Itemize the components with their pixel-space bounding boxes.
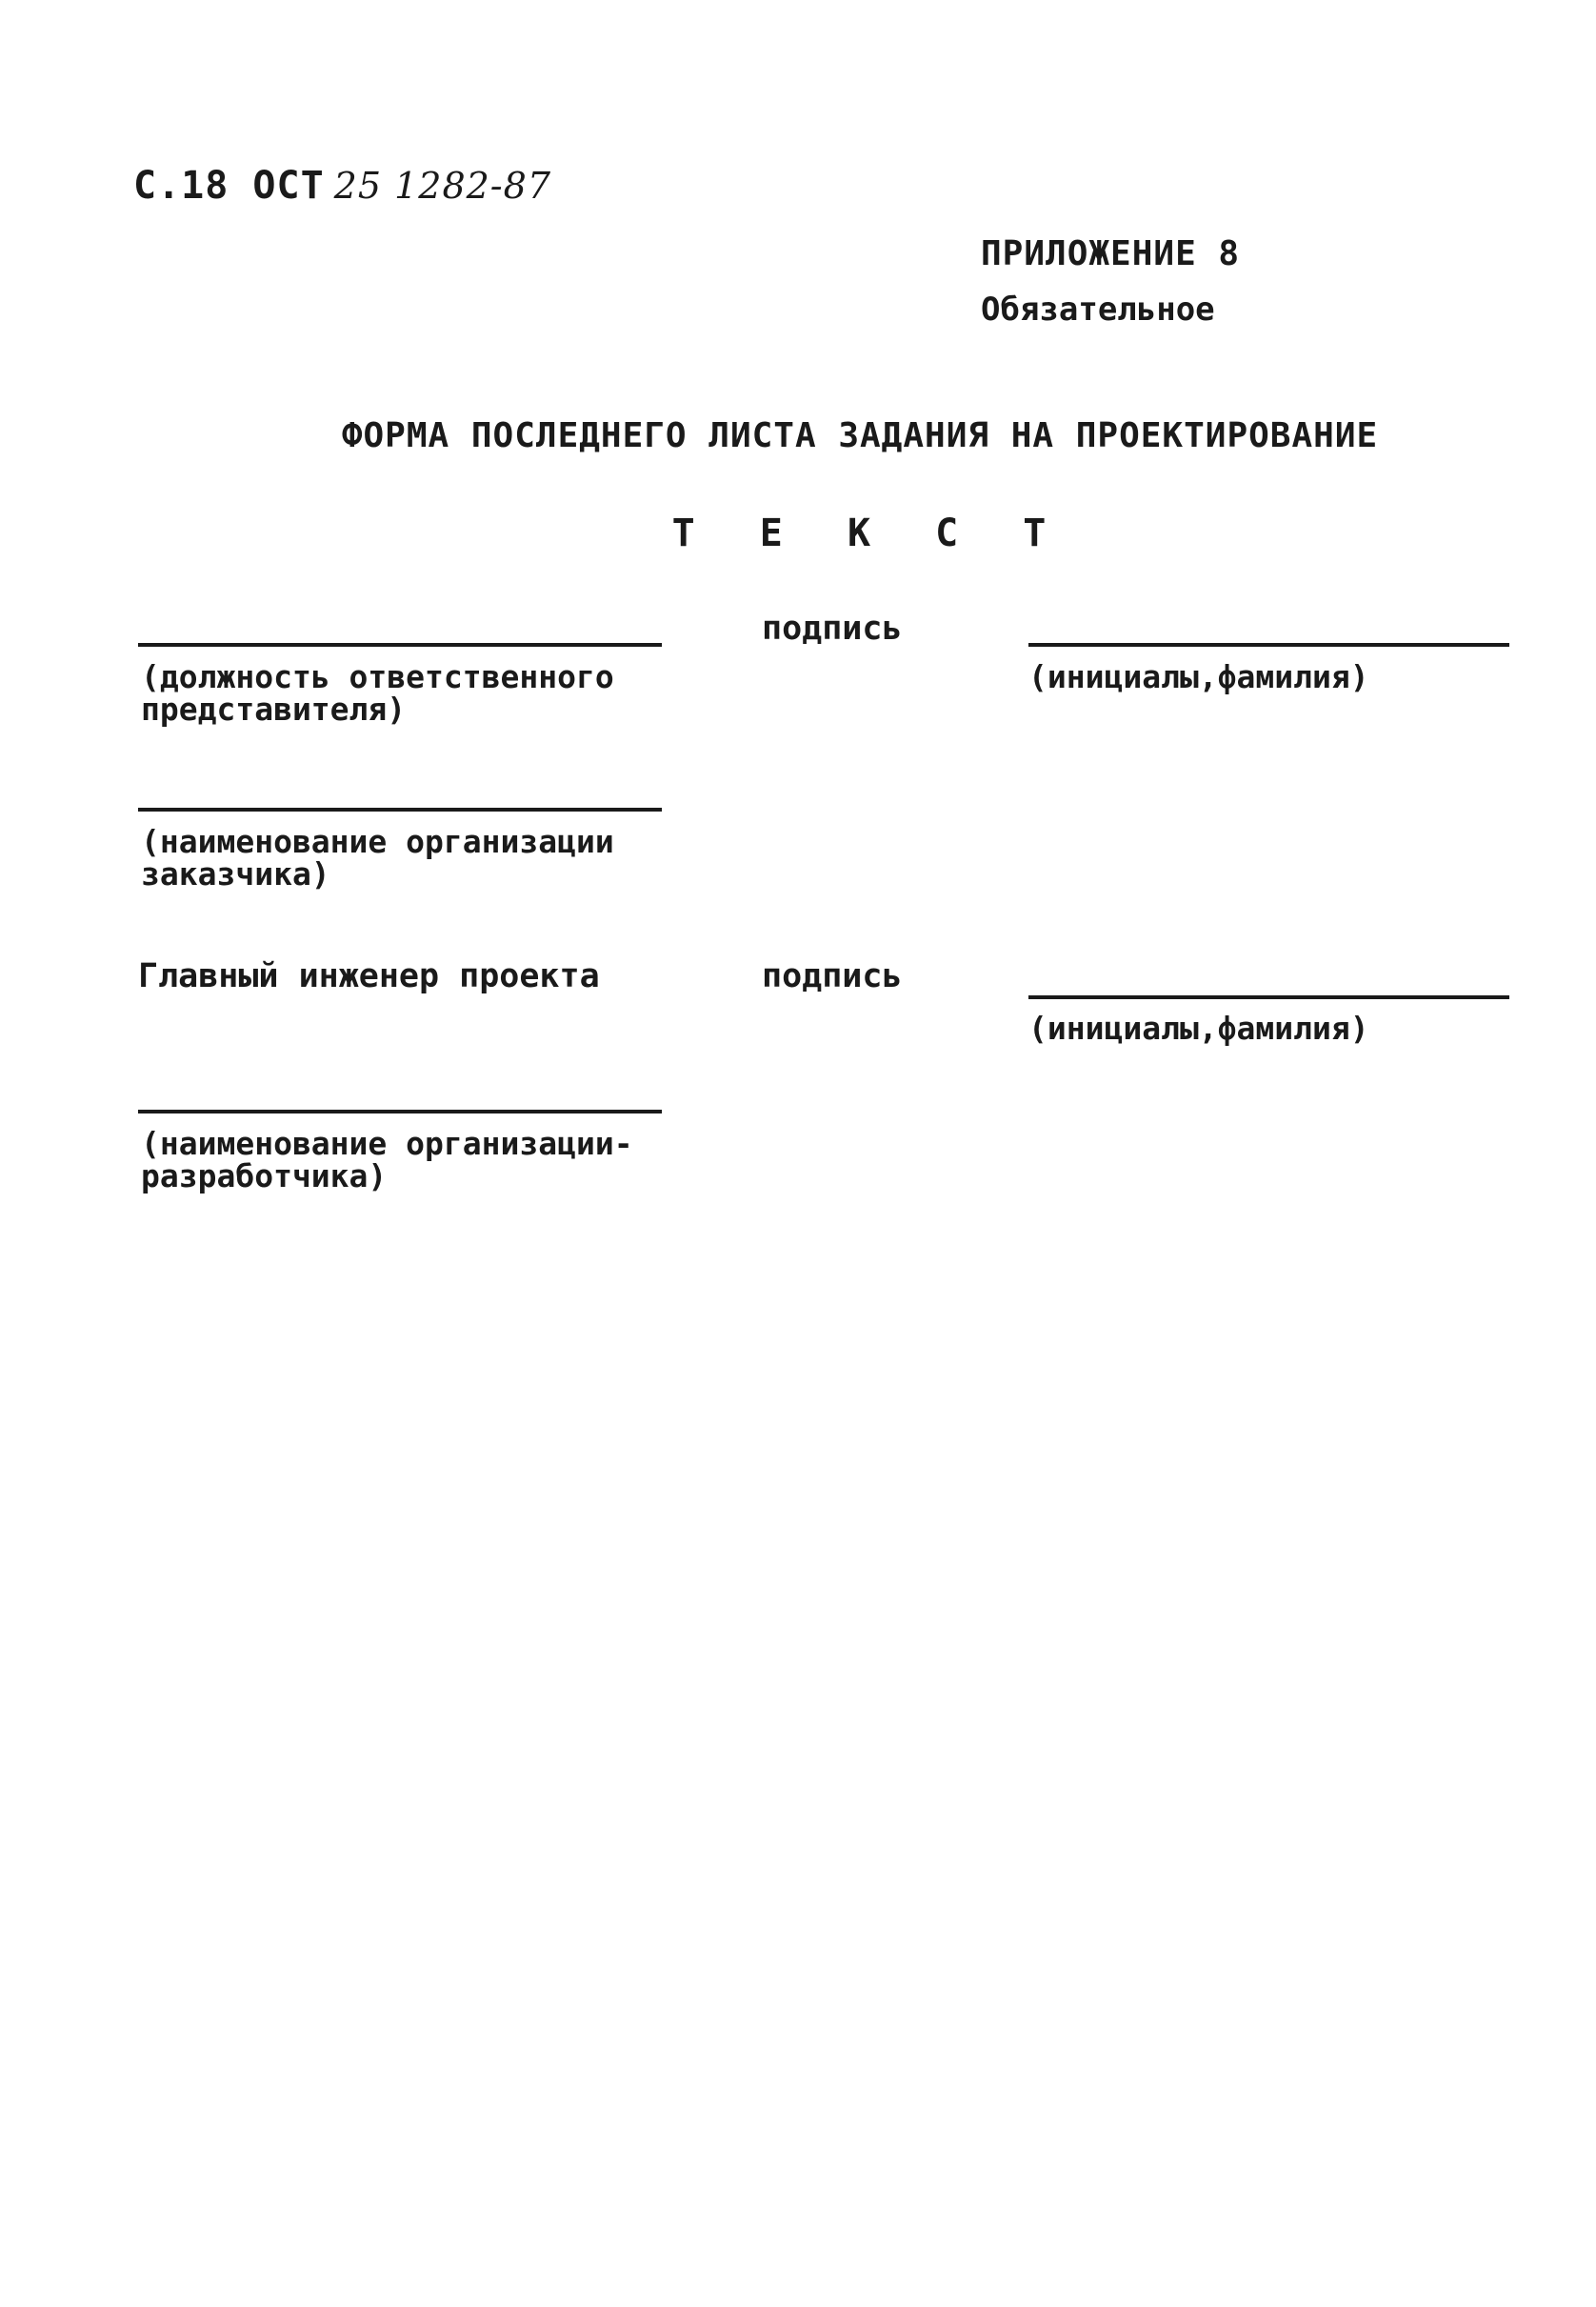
- position-line: [138, 643, 662, 647]
- page-ref-text: С.18 ОСТ: [133, 164, 325, 208]
- page-reference: [133, 164, 551, 208]
- developer-org-caption-line1: (наименование организации-: [141, 1125, 633, 1162]
- customer-org-line: [138, 808, 662, 812]
- name-line-1: [1028, 643, 1509, 647]
- name-line-2: [1028, 995, 1509, 999]
- doc-number-handwritten: 25 1282-87: [333, 165, 551, 207]
- developer-org-line: [138, 1110, 662, 1113]
- customer-org-caption-line1: (наименование организации: [141, 823, 614, 860]
- form-title: ФОРМА ПОСЛЕДНЕГО ЛИСТА ЗАДАНИЯ НА ПРОЕКТИРОВАНИЕ: [341, 416, 1379, 455]
- signature-label-1: подпись: [762, 610, 903, 648]
- name-caption-1: (инициалы,фамилия): [1028, 658, 1369, 695]
- signature-label-2: подпись: [762, 957, 903, 995]
- customer-org-caption-line2: заказчика): [141, 855, 330, 893]
- name-caption-2: (инициалы,фамилия): [1028, 1010, 1369, 1047]
- text-heading: Т Е К С Т: [671, 512, 1067, 555]
- developer-org-caption-line2: разработчика): [141, 1157, 388, 1194]
- appendix-title: ПРИЛОЖЕНИЕ 8: [981, 234, 1241, 273]
- chief-engineer-label: Главный инженер проекта: [138, 957, 600, 995]
- position-caption-line2: представителя): [141, 691, 407, 728]
- appendix-status: Обязательное: [981, 291, 1215, 329]
- position-caption-line1: (должность ответственного: [141, 658, 614, 695]
